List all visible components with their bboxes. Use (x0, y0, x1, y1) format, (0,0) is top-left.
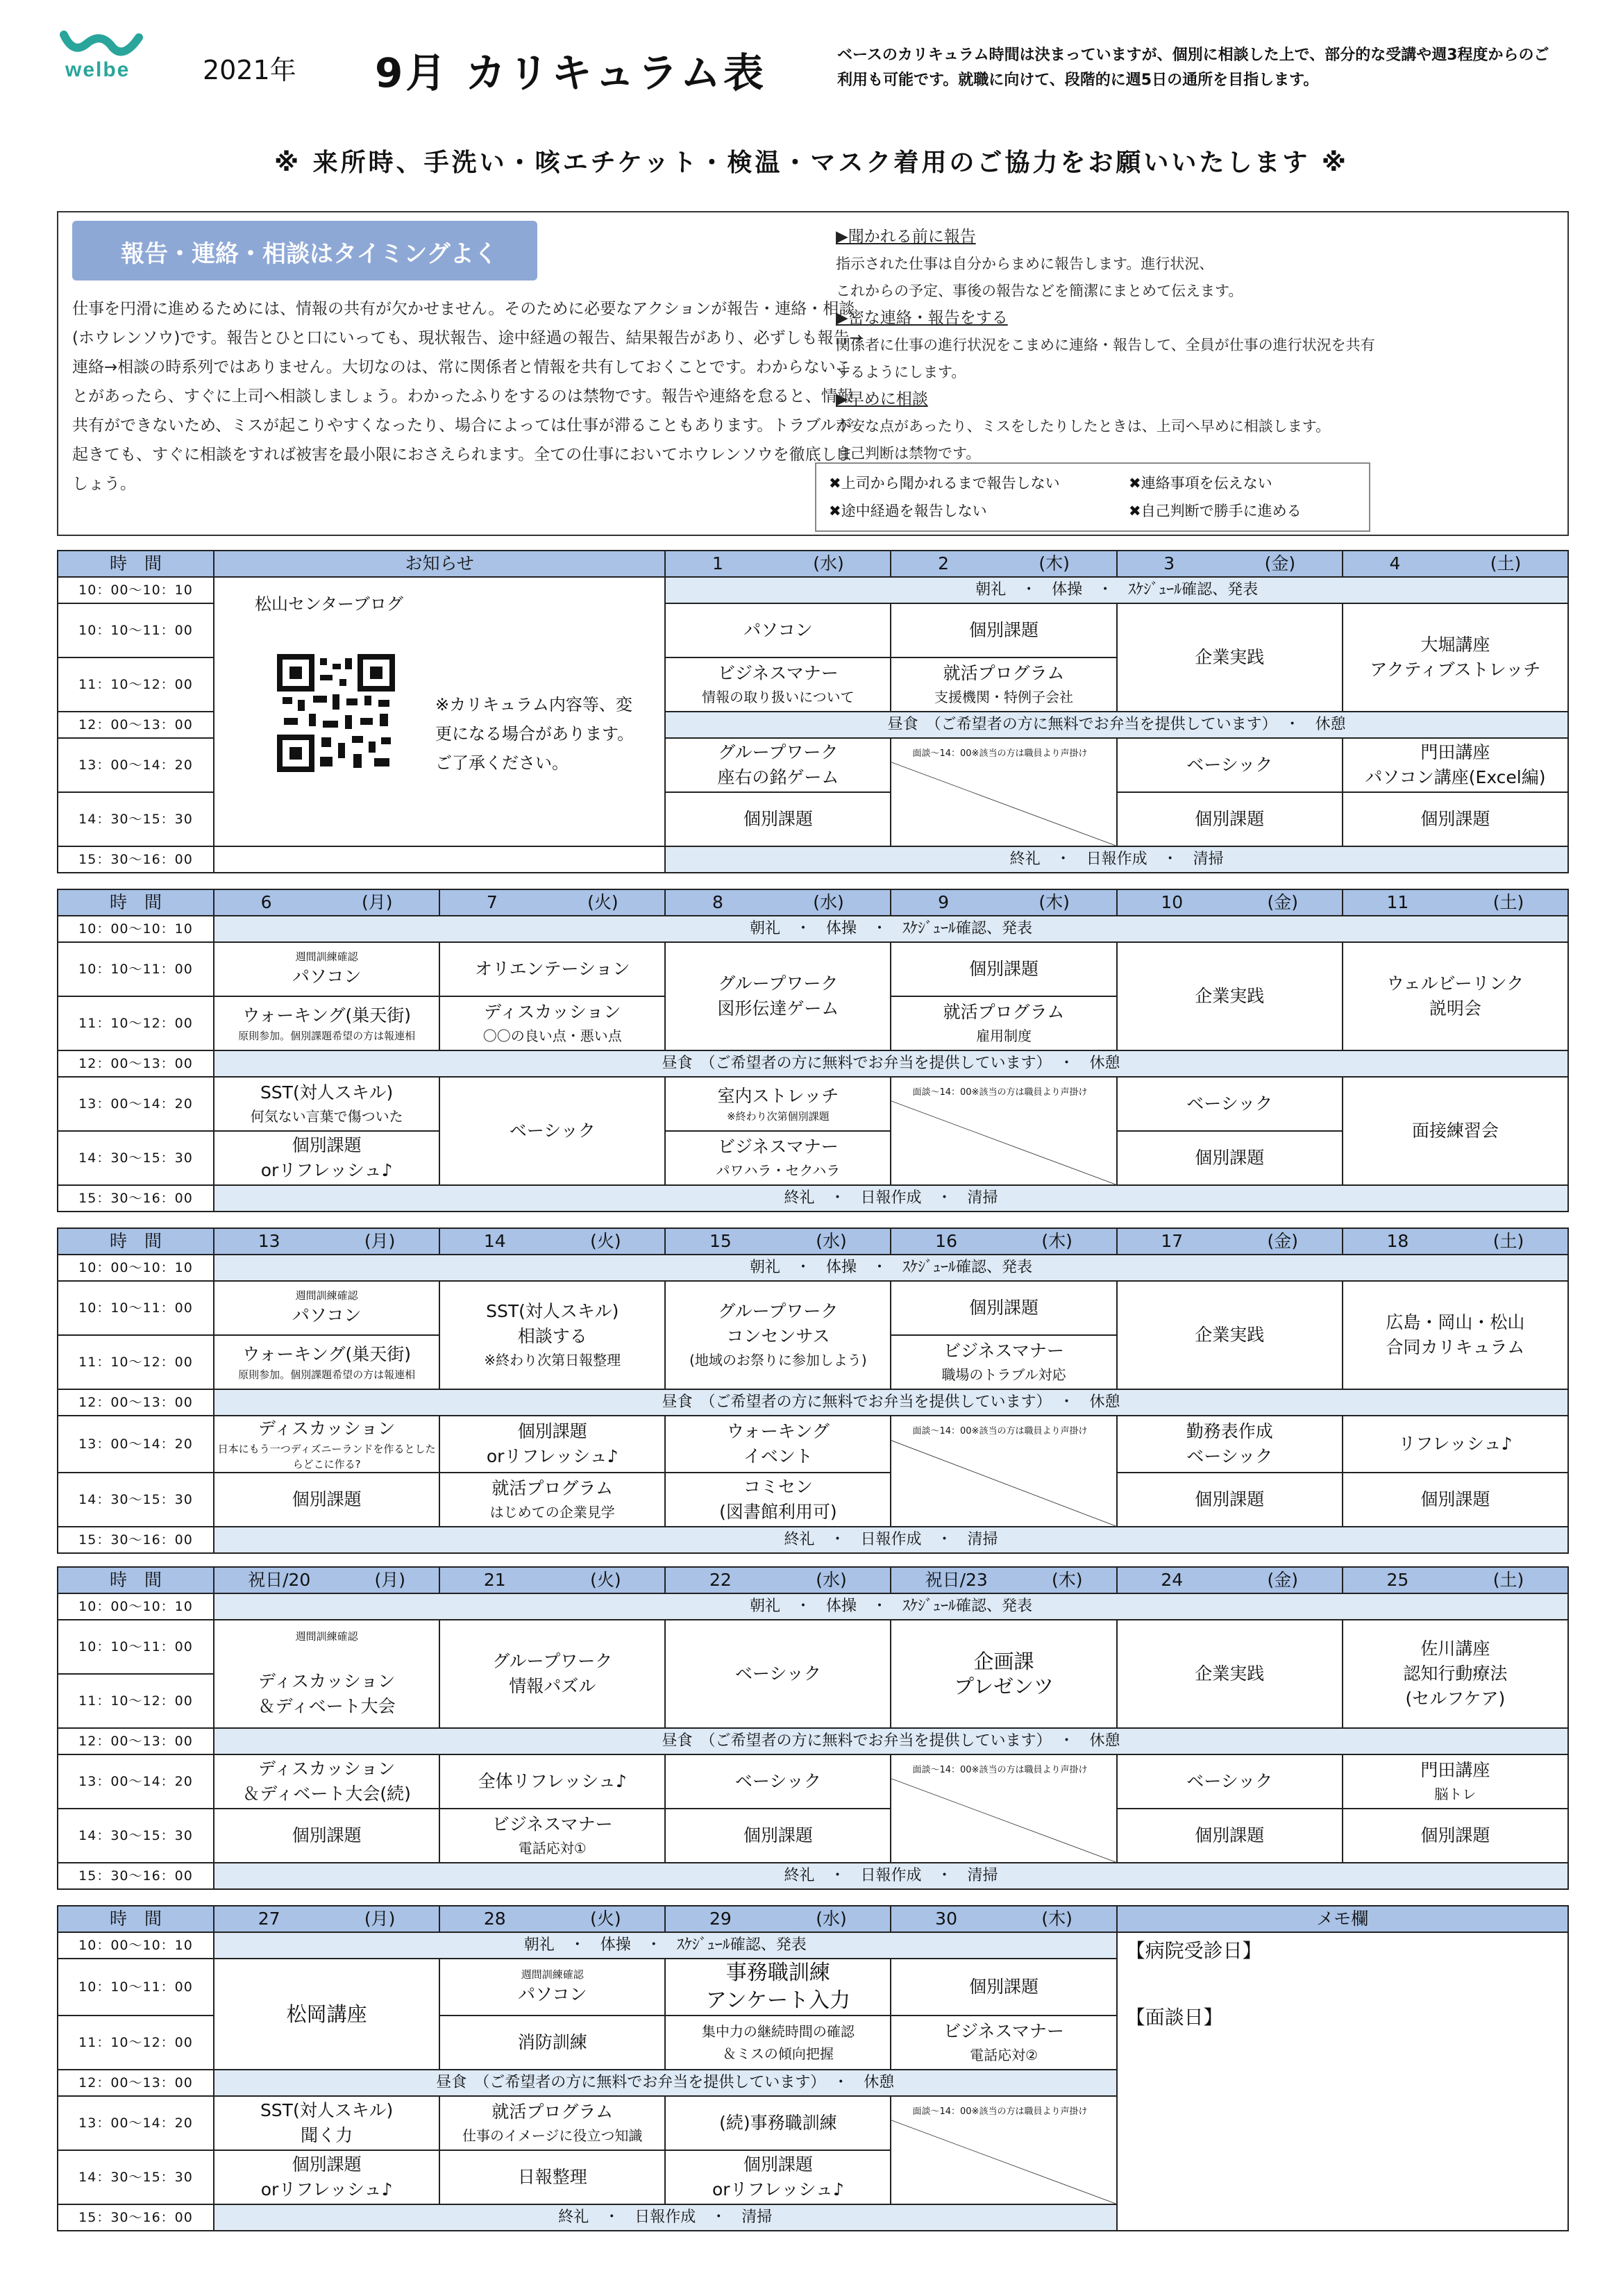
lunch-break: 昼食 （ご希望者の方に無料でお弁当を提供しています） ・ 休憩 (214, 2070, 1117, 2096)
class-cell: 佐川講座 認知行動療法 (セルフケア) (1343, 1620, 1568, 1728)
class-cell: 個別課題 (665, 1809, 891, 1863)
morning-assembly: 朝礼 ・ 体操 ・ ｽｹｼﾞｭｰﾙ確認、発表 (214, 1255, 1568, 1281)
logo-text: welbe (65, 58, 131, 81)
warning-item: ✖連絡事項を伝えない (1129, 475, 1272, 492)
warning-item: ✖途中経過を報告しない (829, 503, 987, 519)
class-cell: ビジネスマナー パワハラ・セクハラ (665, 1131, 891, 1185)
day-header: 祝日/20 (月) (214, 1567, 439, 1593)
week-2-table (57, 889, 1569, 1212)
class-cell: 個別課題 orリフレッシュ♪ (439, 1416, 665, 1473)
time-slot: 12：00～13：00 (58, 2070, 214, 2096)
class-cell: 週間訓練確認 パソコン (439, 1959, 665, 2016)
time-slot: 10：00～10：10 (58, 1932, 214, 1959)
day-header: 8 (水) (665, 889, 891, 916)
class-cell: ウェルビーリンク 説明会 (1343, 942, 1568, 1050)
class-cell: 広島・岡山・松山 合同カリキュラム (1343, 1281, 1568, 1389)
time-slot: 10：00～10：10 (58, 1593, 214, 1620)
day-header: 13 (月) (214, 1228, 439, 1255)
class-cell: ベーシック (665, 1620, 891, 1728)
info-tips (836, 224, 1558, 467)
time-slot: 14：30～15：30 (58, 2150, 214, 2204)
notice-text: ※カリキュラム内容等、変更になる場合があります。ご了承ください。 (435, 695, 634, 773)
lunch-break: 昼食 （ご希望者の方に無料でお弁当を提供しています） ・ 休憩 (214, 1389, 1568, 1416)
info-body: 仕事を円滑に進めるためには、情報の共有が欠かせません。そのために必要なアクションが報告・連絡・相談(ホウレンソウ)です。報告とひと口にいっても、現状報告、途中経過の報告、結果報告があり、必ずしも報告→連絡→相談の時系列ではありません。大切なのは、常に関係者と情報を共有しておくことです。わからないことがあったら、すぐに上司へ相談しましょう。わかったふりをするのは禁物です。報告や連絡を怠ると、情報共有ができないため、ミスが起こりやすくなったり、場合によっては仕事が滞ることもあります。トラブルが起きても、すぐに相談をすれば被害を最小限におさえられます。全ての仕事においてホウレンソウを徹底しましょう。 (72, 300, 863, 493)
time-slot: 12：00～13：00 (58, 1728, 214, 1754)
day-header: 7 (火) (439, 889, 665, 916)
memo-hospital: 【病院受診日】 (1125, 1939, 1262, 1962)
class-cell: 室内ストレッチ ※終わり次第個別課題 (665, 1077, 891, 1131)
time-slot: 14：30～15：30 (58, 1473, 214, 1527)
time-slot: 12：00～13：00 (58, 1389, 214, 1416)
time-slot: 10：10～11：00 (58, 1959, 214, 2016)
tip-heading-3: ▶早めに相談 (836, 390, 928, 408)
class-cell: 就活プログラム 支援機関・特例子会社 (891, 657, 1116, 712)
time-slot: 11：10～12：00 (58, 2016, 214, 2070)
notice-banner: ※ 来所時、手洗い・咳エチケット・検温・マスク着用のご協力をお願いいたします ※ (274, 149, 1349, 177)
class-cell: 個別課題 (891, 942, 1116, 996)
class-cell: ベーシック (665, 1754, 891, 1809)
class-cell: 個別課題 (1117, 792, 1343, 846)
class-cell: ウォーキング(巣天街) 原則参加。個別課題希望の方は報連相 (214, 996, 439, 1050)
class-cell: 日報整理 (439, 2150, 665, 2204)
day-header: 4 (土) (1343, 551, 1568, 577)
class-cell: 就活プログラム はじめての企業見学 (439, 1473, 665, 1527)
closing-cleanup: 終礼 ・ 日報作成 ・ 清掃 (665, 846, 1568, 873)
time-slot: 12：00～13：00 (58, 712, 214, 738)
class-cell: グループワーク 座右の銘ゲーム (665, 738, 891, 792)
time-slot: 10：00～10：10 (58, 1255, 214, 1281)
class-cell: コミセン (図書館利用可) (665, 1473, 891, 1527)
table-header-row (58, 1906, 1568, 1932)
class-cell: ビジネスマナー 電話応対② (891, 2016, 1116, 2070)
class-cell: ディスカッション ＆ディベート大会(続) (214, 1754, 439, 1809)
class-cell: ベーシック (1117, 1077, 1343, 1131)
time-slot: 15：30～16：00 (58, 1185, 214, 1212)
class-cell: 全体リフレッシュ♪ (439, 1754, 665, 1809)
class-cell: 個別課題 orリフレッシュ♪ (214, 1131, 439, 1185)
class-cell: パソコン (665, 603, 891, 657)
table-header-row (58, 551, 1568, 577)
class-cell: 企業実践 (1117, 603, 1343, 712)
class-cell: 個別課題 (1117, 1131, 1343, 1185)
day-header: 21 (火) (439, 1567, 665, 1593)
class-cell: 個別課題 (891, 1959, 1116, 2016)
week-1-table (57, 550, 1569, 873)
time-slot: 10：00～10：10 (58, 916, 214, 942)
table-header-row (58, 889, 1568, 916)
class-cell: ビジネスマナー 情報の取り扱いについて (665, 657, 891, 712)
class-cell: 個別課題 orリフレッシュ♪ (214, 2150, 439, 2204)
time-slot: 11：10～12：00 (58, 996, 214, 1050)
header-note: ベースのカリキュラム時間は決まっていますが、個別に相談した上で、部分的な受講や週3程度からのご利用も可能です。就職に向けて、段階的に週5日の通所を目指します。 (837, 47, 1549, 89)
class-cell: 門田講座 脳トレ (1343, 1754, 1568, 1809)
closing-cleanup: 終礼 ・ 日報作成 ・ 清掃 (214, 1185, 1568, 1212)
day-header: 9 (木) (891, 889, 1116, 916)
class-cell: ベーシック (1117, 1754, 1343, 1809)
class-cell: リフレッシュ♪ (1343, 1416, 1568, 1473)
memo-area (1117, 1932, 1568, 2231)
time-header: 時 間 (58, 1567, 214, 1593)
tip-text: 関係者に仕事の進行状況をこまめに連絡・報告して、全員が仕事の進行状況を共有 (836, 337, 1375, 353)
interview-cell: 面談～14：00※該当の方は職員より声掛け (891, 1077, 1116, 1185)
class-cell: ウォーキング(巣天街) 原則参加。個別課題希望の方は報連相 (214, 1335, 439, 1389)
day-header: 29 (水) (665, 1906, 891, 1932)
class-cell: 面接練習会 (1343, 1077, 1568, 1185)
day-header: 17 (金) (1117, 1228, 1343, 1255)
class-cell: ベーシック (439, 1077, 665, 1185)
tip-text: 不安な点があったり、ミスをしたりしたときは、上司へ早めに相談します。 (836, 418, 1331, 435)
logo-wave-icon (60, 28, 143, 60)
time-header: 時 間 (58, 1228, 214, 1255)
class-cell: 門田講座 パソコン講座(Excel編) (1343, 738, 1568, 792)
time-slot: 14：30～15：30 (58, 792, 214, 846)
class-cell: ビジネスマナー 職場のトラブル対応 (891, 1335, 1116, 1389)
table-header-row (58, 1567, 1568, 1593)
class-cell: 個別課題 (891, 603, 1116, 657)
closing-cleanup: 終礼 ・ 日報作成 ・ 清掃 (214, 1863, 1568, 1889)
time-slot: 13：00～14：20 (58, 738, 214, 792)
memo-interview: 【面談日】 (1125, 2006, 1223, 2029)
time-slot: 11：10～12：00 (58, 1674, 214, 1728)
closing-cleanup: 終礼 ・ 日報作成 ・ 清掃 (214, 1527, 1568, 1553)
class-cell: SST(対人スキル) 相談する ※終わり次第日報整理 (439, 1281, 665, 1389)
lunch-break: 昼食 （ご希望者の方に無料でお弁当を提供しています） ・ 休憩 (214, 1050, 1568, 1077)
class-cell: 個別課題 (1117, 1473, 1343, 1527)
time-slot: 15：30～16：00 (58, 1527, 214, 1553)
day-header: 30 (木) (891, 1906, 1116, 1932)
memo-header: メモ欄 (1117, 1906, 1568, 1932)
time-header: 時 間 (58, 889, 214, 916)
warning-item: ✖上司から聞かれるまで報告しない (829, 475, 1060, 492)
table-header-row (58, 1228, 1568, 1255)
time-slot: 12：00～13：00 (58, 1050, 214, 1077)
class-cell: 企画課 プレゼンツ (891, 1620, 1116, 1728)
notice-cell-end (214, 846, 665, 873)
morning-assembly: 朝礼 ・ 体操 ・ ｽｹｼﾞｭｰﾙ確認、発表 (214, 1932, 1117, 1959)
class-cell: グループワーク 図形伝達ゲーム (665, 942, 891, 1050)
class-cell: 週間訓練確認 ディスカッション ＆ディベート大会 (214, 1620, 439, 1728)
class-cell: 週間訓練確認 パソコン (214, 942, 439, 996)
class-cell: 個別課題 (214, 1809, 439, 1863)
tip-text: するようにします。 (836, 364, 966, 380)
class-cell: 大堀講座 アクティブストレッチ (1343, 603, 1568, 712)
time-slot: 10：00～10：10 (58, 577, 214, 603)
class-cell: 松岡講座 (214, 1959, 439, 2070)
day-header: 28 (火) (439, 1906, 665, 1932)
tip-text: これからの予定、事後の報告などを簡潔にまとめて伝えます。 (836, 283, 1243, 299)
tip-text: 自己判断は禁物です。 (836, 445, 981, 462)
week-5-table (57, 1905, 1569, 2231)
class-cell: 個別課題 (214, 1473, 439, 1527)
class-cell: SST(対人スキル) 聞く力 (214, 2096, 439, 2150)
info-box (57, 211, 1569, 536)
class-cell: オリエンテーション (439, 942, 665, 996)
day-header: 14 (火) (439, 1228, 665, 1255)
day-header: 27 (月) (214, 1906, 439, 1932)
class-cell: 週間訓練確認 パソコン (214, 1281, 439, 1335)
lunch-break: 昼食 （ご希望者の方に無料でお弁当を提供しています） ・ 休憩 (214, 1728, 1568, 1754)
class-cell: 個別課題 (891, 1281, 1116, 1335)
day-header: 16 (木) (891, 1228, 1116, 1255)
welbe-logo (60, 28, 150, 90)
day-header: 24 (金) (1117, 1567, 1343, 1593)
time-slot: 14：30～15：30 (58, 1131, 214, 1185)
day-header: 15 (水) (665, 1228, 891, 1255)
class-cell: 就活プログラム 雇用制度 (891, 996, 1116, 1050)
time-slot: 10：10～11：00 (58, 1620, 214, 1674)
class-cell: ウォーキング イベント (665, 1416, 891, 1473)
warning-box (815, 462, 1370, 532)
time-slot: 11：10～12：00 (58, 657, 214, 712)
class-cell: 個別課題 (1343, 1809, 1568, 1863)
class-cell: 企業実践 (1117, 942, 1343, 1050)
time-slot: 15：30～16：00 (58, 1863, 214, 1889)
class-cell: 個別課題 (665, 792, 891, 846)
class-cell: SST(対人スキル) 何気ない言葉で傷ついた (214, 1077, 439, 1131)
class-cell: 企業実践 (1117, 1281, 1343, 1389)
time-header: 時 間 (58, 551, 214, 577)
time-slot: 10：10～11：00 (58, 603, 214, 657)
closing-cleanup: 終礼 ・ 日報作成 ・ 清掃 (214, 2204, 1117, 2231)
time-slot: 14：30～15：30 (58, 1809, 214, 1863)
interview-cell: 面談～14：00※該当の方は職員より声掛け (891, 738, 1116, 846)
class-cell: ビジネスマナー 電話応対① (439, 1809, 665, 1863)
class-cell: 個別課題 (1117, 1809, 1343, 1863)
class-cell: ベーシック (1117, 738, 1343, 792)
time-header: 時 間 (58, 1906, 214, 1932)
class-cell: (続)事務職訓練 (665, 2096, 891, 2150)
warning-item: ✖自己判断で勝手に進める (1129, 503, 1302, 519)
class-cell: 個別課題 (1343, 1473, 1568, 1527)
time-slot: 13：00～14：20 (58, 1754, 214, 1809)
blog-label: 松山センターブログ (255, 594, 403, 614)
class-cell: ディスカッション 〇〇の良い点・悪い点 (439, 996, 665, 1050)
week-4-table (57, 1566, 1569, 1890)
class-cell: 集中力の継続時間の確認 ＆ミスの傾向把握 (665, 2016, 891, 2070)
interview-cell: 面談～14：00※該当の方は職員より声掛け (891, 1416, 1116, 1527)
notice-header: お知らせ (214, 551, 665, 577)
class-cell: グループワーク コンセンサス (地域のお祭りに参加しよう) (665, 1281, 891, 1389)
class-cell: 個別課題 orリフレッシュ♪ (665, 2150, 891, 2204)
class-cell: 勤務表作成 ベーシック (1117, 1416, 1343, 1473)
day-header: 祝日/23 (木) (891, 1567, 1116, 1593)
time-slot: 10：10～11：00 (58, 1281, 214, 1335)
time-slot: 15：30～16：00 (58, 2204, 214, 2231)
day-header: 6 (月) (214, 889, 439, 916)
class-cell: 事務職訓練 アンケート入力 (665, 1959, 891, 2016)
class-cell: ディスカッション 日本にもう一つディズニーランドを作るとしたらどこに作る? (214, 1416, 439, 1473)
info-heading: 報告・連絡・相談はタイミングよく (72, 221, 537, 280)
morning-assembly: 朝礼 ・ 体操 ・ ｽｹｼﾞｭｰﾙ確認、発表 (665, 577, 1568, 603)
time-slot: 13：00～14：20 (58, 2096, 214, 2150)
day-header: 10 (金) (1117, 889, 1343, 916)
class-cell: 個別課題 (1343, 792, 1568, 846)
class-cell: 就活プログラム 仕事のイメージに役立つ知識 (439, 2096, 665, 2150)
day-header: 2 (木) (891, 551, 1116, 577)
interview-cell: 面談～14：00※該当の方は職員より声掛け (891, 1754, 1116, 1863)
class-cell: 消防訓練 (439, 2016, 665, 2070)
lunch-break: 昼食 （ご希望者の方に無料でお弁当を提供しています） ・ 休憩 (665, 712, 1568, 738)
day-header: 22 (水) (665, 1567, 891, 1593)
time-slot: 15：30～16：00 (58, 846, 214, 873)
day-header: 11 (土) (1343, 889, 1568, 916)
notice-cell (214, 577, 665, 846)
day-header: 3 (金) (1117, 551, 1343, 577)
time-slot: 10：10～11：00 (58, 942, 214, 996)
time-slot: 13：00～14：20 (58, 1077, 214, 1131)
tip-heading-1: ▶聞かれる前に報告 (836, 228, 976, 246)
day-header: 1 (水) (665, 551, 891, 577)
tip-heading-2: ▶密な連絡・報告をする (836, 309, 1008, 327)
morning-assembly: 朝礼 ・ 体操 ・ ｽｹｼﾞｭｰﾙ確認、発表 (214, 1593, 1568, 1620)
interview-cell: 面談～14：00※該当の方は職員より声掛け (891, 2096, 1116, 2204)
time-slot: 13：00～14：20 (58, 1416, 214, 1473)
day-header: 18 (土) (1343, 1228, 1568, 1255)
page-title: 9月 カリキュラム表 (375, 49, 766, 97)
qr-code-icon (277, 654, 395, 772)
time-slot: 11：10～12：00 (58, 1335, 214, 1389)
year: 2021年 (203, 55, 296, 85)
week-3-table (57, 1227, 1569, 1554)
tip-text: 指示された仕事は自分からまめに報告します。進行状況、 (836, 255, 1214, 272)
day-header: 25 (土) (1343, 1567, 1568, 1593)
morning-assembly: 朝礼 ・ 体操 ・ ｽｹｼﾞｭｰﾙ確認、発表 (214, 916, 1568, 942)
class-cell: グループワーク 情報パズル (439, 1620, 665, 1728)
class-cell: 企業実践 (1117, 1620, 1343, 1728)
